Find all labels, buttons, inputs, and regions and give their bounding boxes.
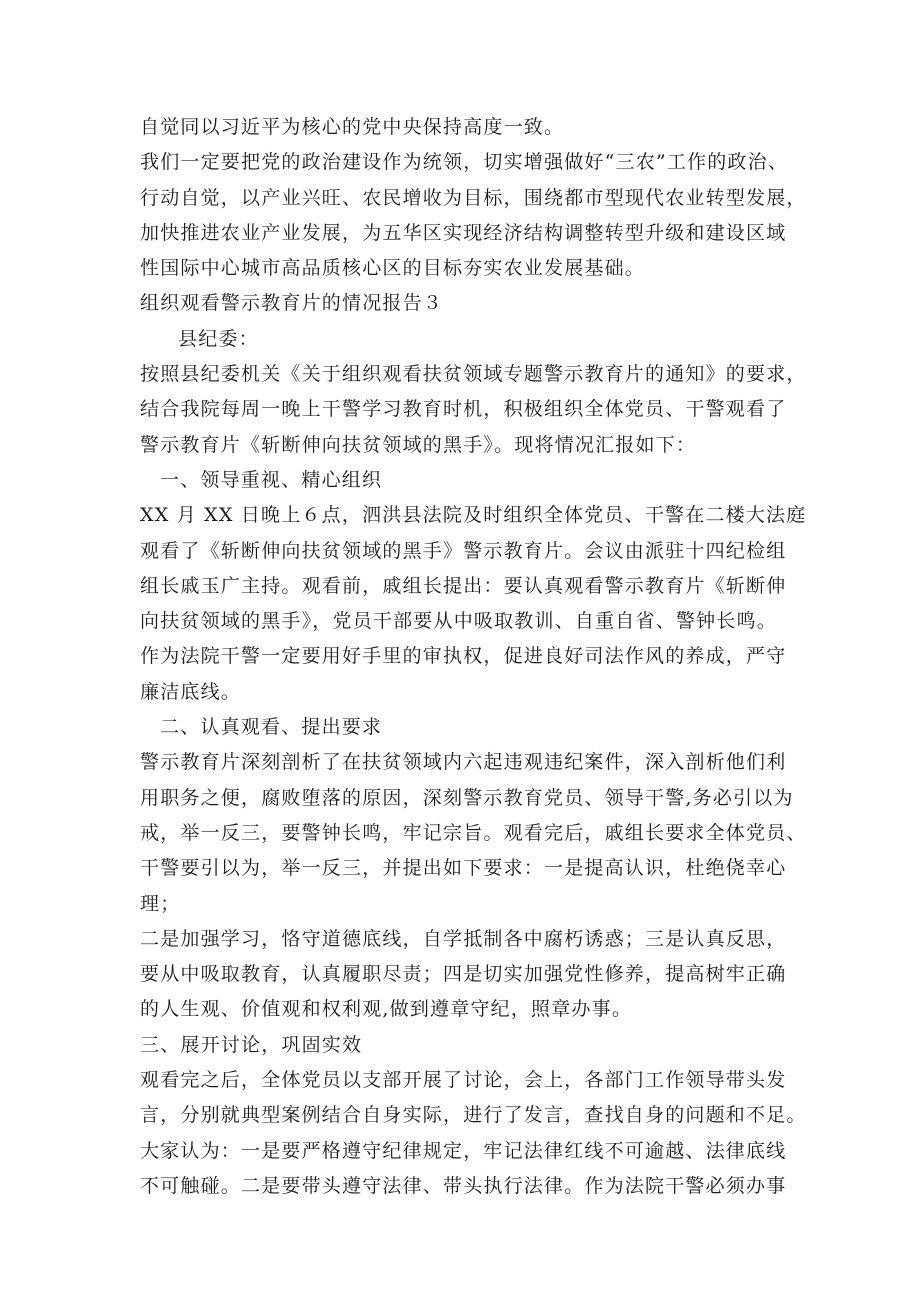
report-title: 组织观看警示教育片的情况报告３ [140,292,444,315]
section-heading: 二、认真观看、提出要求 [160,716,383,739]
section-heading: 三、展开讨论，巩固实效 [140,1033,363,1056]
body-text-line: 行动自觉，以产业兴旺、农民增收为目标，围绕都市型现代农业转型发展， [140,186,807,209]
body-text-line: XX 月 XX 日晚上６点，泗洪县法院及时组织全体党员、干警在二楼大法庭 [140,504,807,527]
body-text-line: 干警要引以为，举一反三，并提出如下要求：一是提高认识，杜绝侥幸心 [140,857,787,880]
body-text-line: 性国际中心城市高品质核心区的目标夯实农业发展基础。 [140,257,646,280]
body-text-line: 警示教育片《斩断伸向扶贫领域的黑手》。现将情况汇报如下： [140,433,697,456]
body-text-line: 的人生观、价值观和权利观,做到遵章守纪，照章办事。 [140,998,633,1021]
body-text-line: 结合我院每周一晚上干警学习教育时机，积极组织全体党员、干警观看了 [140,398,787,421]
body-text-line: 不可触碰。二是要带头遵守法律、带头执行法律。作为法院干警必须办事 [140,1174,787,1197]
body-text-line: 二是加强学习，恪守道德底线，自学抵制各中腐朽诱惑；三是认真反思， [140,927,787,950]
body-text-line: 加快推进农业产业发展，为五华区实现经济结构调整转型升级和建设区域 [140,221,787,244]
body-text-line: 作为法院干警一定要用好手里的审执权，促进良好司法作风的养成，严守 [140,645,787,668]
body-text-line: 理； [140,892,181,915]
body-text-line: 自觉同以习近平为核心的党中央保持高度一致。 [140,116,565,138]
body-text-line: 观看了《斩断伸向扶贫领域的黑手》警示教育片。会议由派驻十四纪检组 [140,539,787,562]
body-text-line: 我们一定要把党的政治建设作为统领，切实增强做好“三农”工作的政治、 [140,151,789,174]
body-text-line: 向扶贫领域的黑手》，党员干部要从中吸取教训、自重自省、警钟长鸣。 [140,610,777,633]
salutation: 县纪委： [178,327,259,350]
body-text-line: 警示教育片深刻剖析了在扶贫领域内六起违观违纪案件，深入剖析他们利 [140,751,787,774]
body-text-line: 言，分别就典型案例结合自身实际，进行了发言，查找自身的问题和不足。 [140,1104,807,1127]
body-text-line: 戒，举一反三，要警钟长鸣，牢记宗旨。观看完后，戚组长要求全体党员、 [140,821,807,844]
body-text-line: 按照县纪委机关《关于组织观看扶贫领域专题警示教育片的通知》的要求， [140,363,807,386]
body-text-line: 组长戚玉广主持。观看前，戚组长提出：要认真观看警示教育片《斩断伸 [140,574,787,597]
body-text-line: 观看完之后，全体党员以支部开展了讨论，会上，各部门工作领导带头发 [140,1069,787,1092]
section-heading: 一、领导重视、精心组织 [160,468,383,491]
body-text-line: 廉洁底线。 [140,680,242,703]
body-text-line: 用职务之便，腐败堕落的原因，深刻警示教育党员、领导干警,务必引以为 [140,786,794,809]
body-text-line: 要从中吸取教育，认真履职尽责；四是切实加强党性修养，提高树牢正确 [140,963,787,986]
document-body [140,110,820,1204]
body-text-line: 大家认为：一是要严格遵守纪律规定，牢记法律红线不可逾越、法律底线 [140,1139,787,1162]
